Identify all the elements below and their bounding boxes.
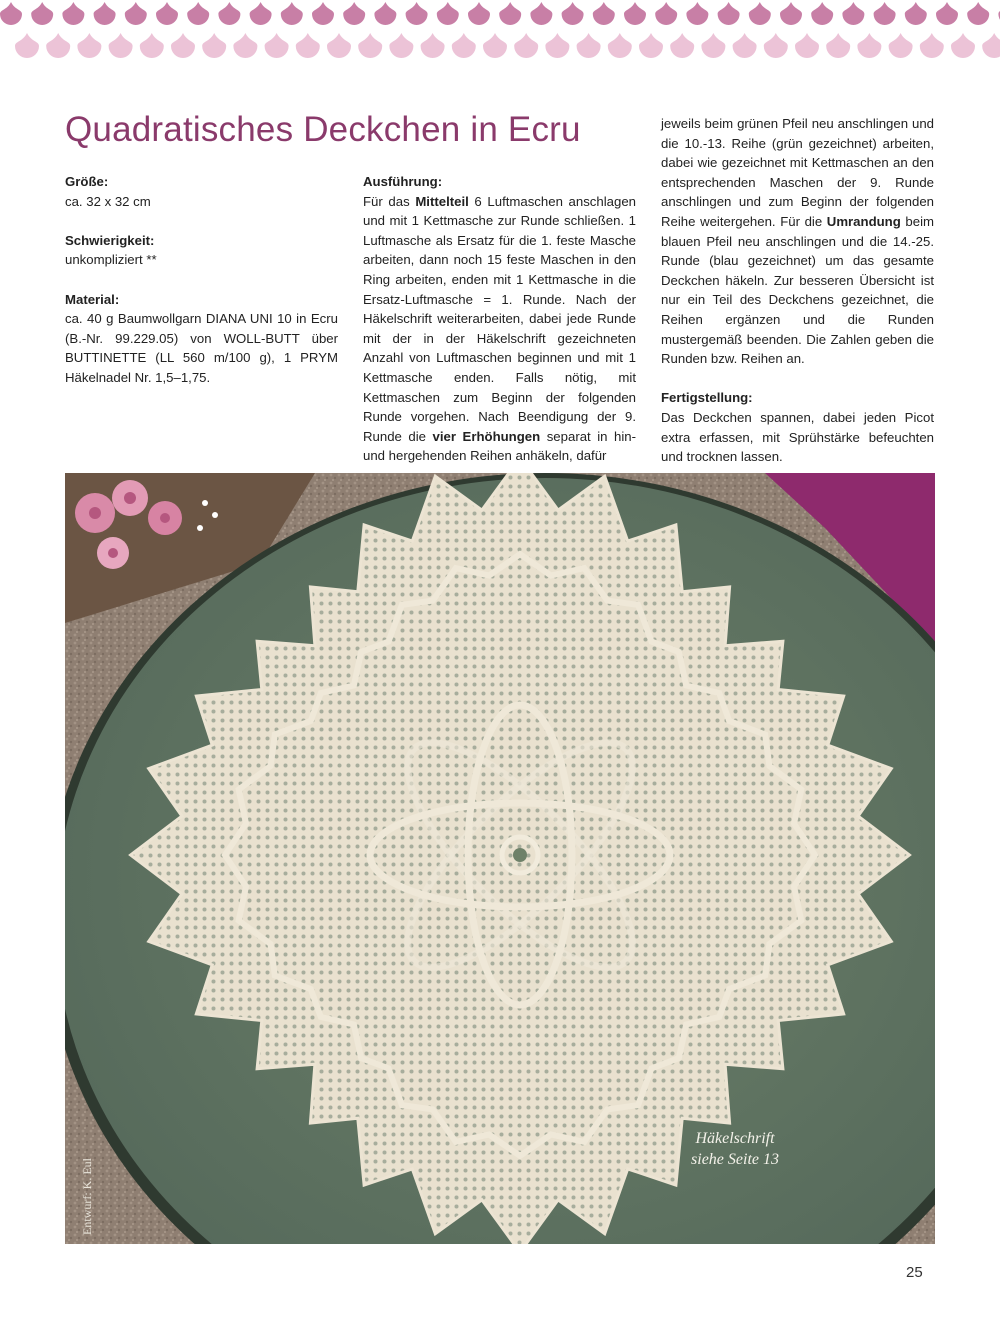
chart-reference-caption xyxy=(675,1128,795,1170)
material-label: Material: xyxy=(65,291,120,307)
continuation-column xyxy=(661,114,934,467)
schwierigkeit-value: unkompliziert ** xyxy=(65,252,157,268)
drop-shape xyxy=(406,2,428,25)
drop-shape xyxy=(545,33,569,58)
drop-shape xyxy=(639,33,663,58)
drop-shape xyxy=(795,33,819,58)
drop-shape xyxy=(562,2,584,25)
drop-shape xyxy=(764,33,788,58)
drop-shape xyxy=(437,2,459,25)
drop-shape xyxy=(982,33,1000,58)
caption-line: Häkelschrift xyxy=(695,1130,775,1147)
drop-shape xyxy=(374,2,396,25)
drop-shape xyxy=(811,2,833,25)
drop-shape xyxy=(624,2,646,25)
drop-shape xyxy=(125,2,147,25)
drop-shape xyxy=(15,33,39,58)
drop-shape xyxy=(421,33,445,58)
drop-shape xyxy=(218,2,240,25)
groesse-label: Größe: xyxy=(65,174,109,189)
text-run: jeweils beim grünen Pfeil neu anschlingen und die 10.-13. Reihe (grün gezeichnet) arbeiten, dabei wie gezeichnet mit Kettmaschen an den entsprechenden Maschen der 9. Runde anschlingen und zum Beginn der folgenden Reihe weitergehen. Für die xyxy=(661,116,934,229)
drop-shape xyxy=(468,2,490,25)
drop-shape xyxy=(312,2,334,25)
drop-shape xyxy=(577,33,601,58)
drop-shape xyxy=(670,33,694,58)
schwierigkeit-label: Schwierigkeit: xyxy=(65,232,155,248)
drop-shape xyxy=(250,2,272,25)
drop-shape xyxy=(202,33,226,58)
text-run: 6 Luftmaschen anschlagen und mit 1 Kettmasche zur Runde schließen. 1 Luftmasche als Ersatz für die 1. feste Masche arbeiten, dann noch 15 feste Maschen in den Ring arbeiten, enden mit 1 Kettmasche in die Ersatz-Luftmasche = 1. Runde. Nach der Häkelschrift weiterarbeiten, dabei jede Runde mit der in der Häkelschrift gezeichneten Anzahl von Luftmaschen beginnen und mit 1 Kettmasche enden. Falls nötig, mit Kettmaschen zum Beginn der folgenden Runde vorgehen. Nach Beendigung der 9. Runde die xyxy=(363,193,636,444)
caption-line: siehe Seite 13 xyxy=(691,1151,779,1168)
drop-shape xyxy=(77,33,101,58)
drop-shape xyxy=(514,33,538,58)
page-title: Quadratisches Deckchen in Ecru xyxy=(65,110,581,149)
drop-shape xyxy=(389,33,413,58)
instructions-column xyxy=(363,172,636,466)
drop-shape xyxy=(94,2,116,25)
doily-illustration xyxy=(65,473,935,1244)
drop-shape xyxy=(826,33,850,58)
drop-shape xyxy=(343,2,365,25)
drop-shape xyxy=(0,2,22,25)
drop-shape xyxy=(749,2,771,25)
drop-shape xyxy=(936,2,958,25)
info-column xyxy=(65,172,338,388)
drop-shape xyxy=(109,33,133,58)
drop-shape xyxy=(499,2,521,25)
ausfuehrung-label: Ausführung: xyxy=(363,174,443,189)
drop-shape xyxy=(62,2,84,25)
drop-shape xyxy=(701,33,725,58)
continuation-text xyxy=(661,114,934,369)
drop-shape xyxy=(608,33,632,58)
drop-shape xyxy=(857,33,881,58)
drop-shape xyxy=(358,33,382,58)
drop-shape xyxy=(296,33,320,58)
bold-term-mittelteil: Mittelteil xyxy=(415,193,469,209)
drop-shape xyxy=(530,2,552,25)
drop-shape xyxy=(233,33,257,58)
drop-shape xyxy=(920,33,944,58)
drop-shape xyxy=(281,2,303,25)
doily-photo xyxy=(65,473,935,1244)
drop-shape xyxy=(967,2,989,25)
drop-shape xyxy=(483,33,507,58)
drop-shape xyxy=(951,33,975,58)
decorative-drop-border xyxy=(0,0,1000,70)
page-number: 25 xyxy=(906,1264,923,1281)
design-credit: Entwurf: K. Eul xyxy=(80,1158,94,1235)
drop-shape xyxy=(718,2,740,25)
drop-shape xyxy=(46,33,70,58)
drop-shape xyxy=(31,2,53,25)
fertigstellung-label: Fertigstellung: xyxy=(661,390,753,406)
text-run: beim blauen Pfeil neu anschlingen und die 14.-25. Runde (blau gezeichnet) um das gesamte Deckchen häkeln. Zur besseren Übersicht ist nur ein Teil des Deckchens gezeichnet, die Reihen ergänzen und die Runden mustergemäß beenden. Die Zahlen geben die Runden bzw. Reihen an. xyxy=(661,213,934,367)
drop-shape xyxy=(593,2,615,25)
drop-shape xyxy=(686,2,708,25)
drop-shape xyxy=(874,2,896,25)
drop-shape xyxy=(140,33,164,58)
drop-shape xyxy=(780,2,802,25)
drop-shape xyxy=(156,2,178,25)
drop-shape xyxy=(842,2,864,25)
bold-term-erhoehungen: vier Erhöhungen xyxy=(432,428,541,444)
drop-shape xyxy=(187,2,209,25)
groesse-value: ca. 32 x 32 cm xyxy=(65,193,151,209)
drop-shape xyxy=(889,33,913,58)
drop-shape xyxy=(265,33,289,58)
drop-shape xyxy=(171,33,195,58)
text-run: Für das xyxy=(363,193,416,209)
drop-shape xyxy=(655,2,677,25)
bold-term-umrandung: Umrandung xyxy=(826,213,901,229)
material-text: ca. 40 g Baumwollgarn DIANA UNI 10 in Ecru (B.-Nr. 99.229.05) von WOLL-BUTT über BUTTINETTE (LL 560 m/100 g), 1 PRYM Häkelnadel Nr. 1,5–1,75. xyxy=(65,311,338,385)
drop-shape xyxy=(327,33,351,58)
fertigstellung-text: Das Deckchen spannen, dabei jeden Picot extra erfassen, mit Sprühstärke befeuchten und trocknen lassen. xyxy=(661,409,934,465)
drop-shape xyxy=(733,33,757,58)
text-run: separat in hin- und hergehenden Reihen anhäkeln, dafür xyxy=(363,428,637,464)
drop-shape xyxy=(905,2,927,25)
drop-shape xyxy=(452,33,476,58)
ausfuehrung-text xyxy=(363,192,636,466)
